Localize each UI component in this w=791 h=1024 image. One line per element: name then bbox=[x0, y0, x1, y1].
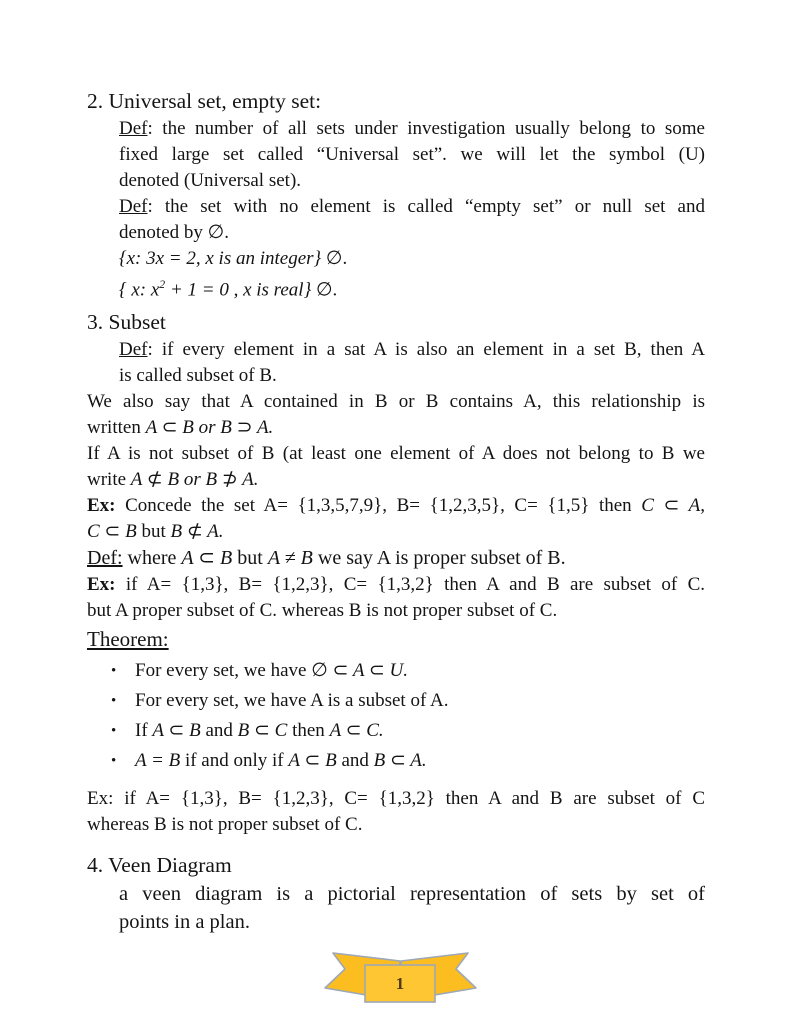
text-segment: fixed large set called “Universal set”. we will let the symbol (U) bbox=[119, 144, 705, 165]
text-segment: Ex: bbox=[87, 495, 116, 517]
empty-set-example-2 bbox=[87, 272, 705, 303]
text-segment: A ≠ B bbox=[267, 547, 313, 570]
text-segment: a veen diagram is a pictorial representation of sets by set of bbox=[119, 883, 705, 906]
section-heading-universal-set bbox=[87, 86, 705, 116]
text-segment: whereas B is not proper subset of C. bbox=[87, 814, 363, 836]
para-not-subset bbox=[87, 441, 705, 493]
text-line bbox=[87, 624, 705, 654]
text-line bbox=[119, 272, 705, 303]
text-segment: write bbox=[87, 469, 131, 491]
text-segment: If A is not subset of B (at least one element of A does not belong to B we bbox=[87, 443, 705, 465]
text-segment: and bbox=[336, 750, 374, 772]
empty-set-example-1 bbox=[87, 246, 705, 272]
example-concede bbox=[87, 493, 705, 545]
bullet-icon: • bbox=[111, 723, 117, 740]
text-line bbox=[119, 337, 705, 363]
text-line bbox=[87, 467, 705, 493]
text-segment: A ⊂ B bbox=[288, 750, 337, 772]
text-line bbox=[87, 307, 705, 337]
text-segment: If bbox=[135, 720, 153, 742]
text-segment: B ⊄ A. bbox=[170, 521, 224, 543]
text-segment: denoted by ∅. bbox=[119, 222, 229, 243]
text-segment: A ⊂ B bbox=[152, 720, 201, 742]
text-segment: For every set, we have A is a subset of A. bbox=[135, 690, 449, 712]
text-segment: : the set with no element is called “empty set” or null set and bbox=[147, 196, 705, 217]
text-segment: A ⊂ B bbox=[181, 547, 233, 570]
text-line bbox=[87, 718, 705, 744]
text-segment: if A= {1,3}, B= {1,2,3}, C= {1,3,2} then A and B are subset of C. bbox=[115, 574, 705, 596]
text-segment: ∅ ⊂ A ⊂ U. bbox=[311, 660, 408, 682]
text-segment: 3. Subset bbox=[87, 310, 166, 335]
example-proper-subset bbox=[87, 572, 705, 624]
text-segment: C ⊂ B bbox=[87, 521, 137, 543]
text-segment: 2 bbox=[159, 278, 166, 291]
text-segment: then bbox=[287, 720, 330, 742]
text-line bbox=[87, 598, 705, 624]
page-footer-ribbon bbox=[321, 951, 479, 1015]
text-segment: Ex: if A= {1,3}, B= {1,2,3}, C= {1,3,2} then A and B are subset of C bbox=[87, 788, 705, 810]
text-segment: A = B bbox=[135, 750, 181, 772]
text-segment: C ⊂ A, bbox=[641, 495, 705, 517]
text-segment: where bbox=[122, 547, 182, 570]
example-final bbox=[87, 786, 705, 838]
text-segment: For every set, we have bbox=[135, 660, 312, 682]
text-segment: but A proper subset of C. whereas B is not proper subset of C. bbox=[87, 600, 558, 622]
text-segment: if and only if bbox=[180, 750, 289, 772]
text-segment: A ⊂ B or B ⊃ A. bbox=[145, 417, 274, 439]
def-empty-set bbox=[87, 194, 705, 246]
text-segment: Def bbox=[119, 339, 148, 361]
text-segment: written bbox=[87, 417, 146, 439]
text-segment: but bbox=[232, 547, 268, 570]
text-segment: Concede the set A= {1,3,5,7,9}, B= {1,2,3,5}, C= {1,5} then bbox=[115, 495, 642, 517]
text-segment: denoted (Universal set). bbox=[119, 170, 302, 191]
text-segment: A ⊂ C. bbox=[329, 720, 384, 742]
text-segment: Def bbox=[119, 118, 148, 139]
theorem-bullets bbox=[87, 658, 705, 774]
text-line bbox=[87, 748, 705, 774]
text-segment: A ⊄ B or B ⊅ A. bbox=[130, 469, 259, 491]
text-line bbox=[119, 246, 705, 272]
section-heading-subset bbox=[87, 307, 705, 337]
text-line bbox=[119, 220, 705, 246]
text-segment: : the number of all sets under investigation usually belong to some bbox=[147, 118, 705, 139]
para-contained bbox=[87, 389, 705, 441]
text-line bbox=[87, 86, 705, 116]
text-segment: Def: bbox=[87, 547, 123, 570]
text-segment: but bbox=[136, 521, 171, 543]
def-subset bbox=[87, 337, 705, 389]
text-segment: 2. Universal set, empty set: bbox=[87, 89, 322, 113]
venn-description bbox=[87, 880, 705, 936]
text-line bbox=[119, 116, 705, 142]
text-line bbox=[87, 389, 705, 415]
text-line bbox=[119, 363, 705, 389]
text-segment: Ex: bbox=[87, 574, 116, 596]
text-segment: points in a plan. bbox=[119, 911, 250, 934]
document-body bbox=[87, 86, 705, 936]
text-segment: Def bbox=[119, 196, 148, 217]
text-line bbox=[87, 688, 705, 714]
text-segment: ∅. bbox=[311, 279, 338, 301]
text-line bbox=[119, 194, 705, 220]
text-line bbox=[87, 545, 705, 572]
text-line bbox=[87, 812, 705, 838]
text-line bbox=[119, 880, 705, 908]
def-proper-subset bbox=[87, 545, 705, 572]
text-line bbox=[119, 142, 705, 168]
text-line bbox=[87, 519, 705, 545]
text-line bbox=[87, 658, 705, 684]
text-segment: and bbox=[200, 720, 238, 742]
text-line bbox=[119, 168, 705, 194]
text-segment: : if every element in a sat A is also an element in a set B, then A bbox=[147, 339, 705, 361]
text-segment: ∅. bbox=[321, 248, 348, 269]
text-line bbox=[87, 415, 705, 441]
page-number: 1 bbox=[395, 974, 405, 993]
text-segment: 4. Veen Diagram bbox=[87, 853, 232, 878]
text-segment: Theorem: bbox=[87, 627, 169, 652]
text-line bbox=[87, 572, 705, 598]
text-segment: { x: x bbox=[119, 279, 160, 301]
text-segment: We also say that A contained in B or B contains A, this relationship is bbox=[87, 391, 705, 413]
def-universal-set bbox=[87, 116, 705, 194]
bullet-icon: • bbox=[111, 693, 117, 710]
text-segment: + 1 = 0 , x is real} bbox=[165, 279, 312, 301]
text-line bbox=[87, 850, 705, 880]
text-line bbox=[87, 493, 705, 519]
text-line bbox=[87, 441, 705, 467]
text-line bbox=[87, 786, 705, 812]
text-segment: {x: 3x = 2, x is an integer} bbox=[119, 248, 322, 269]
text-segment: B ⊂ A. bbox=[373, 750, 427, 772]
bullet-icon: • bbox=[111, 753, 117, 770]
text-segment: is called subset of B. bbox=[119, 365, 277, 387]
theorem-heading bbox=[87, 624, 705, 654]
section-heading-venn bbox=[87, 850, 705, 880]
text-segment: we say A is proper subset of B. bbox=[312, 547, 566, 570]
text-line bbox=[119, 908, 705, 936]
text-segment: B ⊂ C bbox=[237, 720, 288, 742]
bullet-icon: • bbox=[111, 663, 117, 680]
